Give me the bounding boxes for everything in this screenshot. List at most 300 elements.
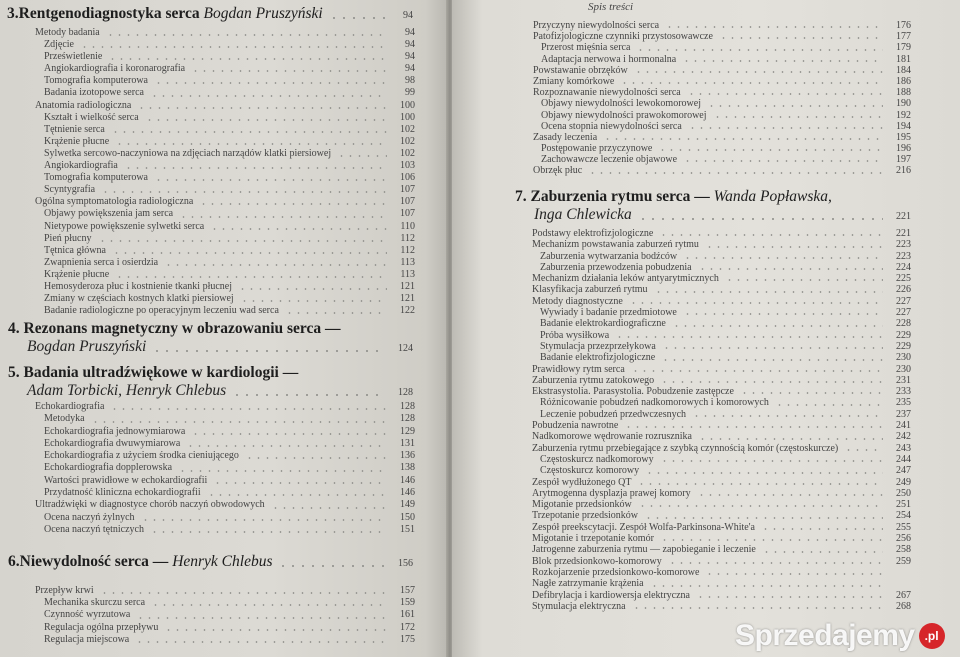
entry-page: 94 <box>405 39 415 51</box>
dot-leader <box>660 460 883 462</box>
entry-page: 157 <box>400 585 415 596</box>
toc-entry[interactable] <box>35 512 415 524</box>
chapter-title-text: Rezonans magnetyczny w obrazowaniu serca — <box>23 320 341 337</box>
chapter-title-text: Niewydolność serca — <box>19 553 169 570</box>
toc-entry[interactable] <box>532 567 911 578</box>
running-head: Spis treści <box>588 1 634 13</box>
dot-leader <box>178 470 387 472</box>
toc-entry[interactable] <box>35 281 415 293</box>
chapter-number: 7. <box>515 188 527 205</box>
entry-title: Leczenie pobudzeń przedwczesnych <box>540 408 687 420</box>
entry-title: Ocena stopnia niewydolności serca <box>541 120 682 132</box>
entry-title: Ogólna symptomatologia radiologiczna <box>35 196 194 208</box>
toc-entry[interactable] <box>35 196 415 208</box>
toc-entry[interactable] <box>35 245 415 257</box>
entry-title: Zachowawcze leczenie objawowe <box>541 154 678 166</box>
entry-page: 249 <box>896 476 911 488</box>
toc-entry[interactable] <box>35 39 415 51</box>
toc-entry[interactable] <box>532 431 911 442</box>
toc-entry[interactable] <box>532 601 911 612</box>
entry-title: Częstoskurcz komorowy <box>540 465 640 477</box>
toc-entry[interactable] <box>533 65 911 76</box>
entry-page: 243 <box>896 442 911 454</box>
entry-page: 100 <box>400 111 415 123</box>
entry-title: Powstawanie obrzęków <box>533 64 628 76</box>
entry-title: Jatrogenne zaburzenia rytmu — zapobieganie i leczenie <box>532 544 756 556</box>
entry-title: Tętnienie serca <box>44 123 105 135</box>
chapter-author: Henryk Chlebus <box>172 553 273 570</box>
entry-title: Mechanizm działania leków antyarytmicznych <box>532 273 719 285</box>
chapter-title <box>8 553 413 571</box>
toc-entry[interactable] <box>532 284 911 295</box>
entry-title: Pień płucny <box>44 232 92 244</box>
dot-leader <box>111 131 387 133</box>
entry-page: 259 <box>896 555 911 567</box>
toc-entry[interactable] <box>533 121 911 132</box>
entry-page: 196 <box>896 143 911 155</box>
toc-entry[interactable] <box>533 20 911 31</box>
chapter-title <box>515 188 911 206</box>
dot-leader <box>80 46 387 48</box>
toc-entry[interactable] <box>35 184 415 196</box>
toc-entries <box>532 228 911 612</box>
dot-leader <box>645 472 883 474</box>
entry-title: Wartości prawidłowe w echokardiografii <box>44 474 208 486</box>
toc-entry[interactable] <box>532 375 911 386</box>
toc-entry[interactable] <box>532 330 911 341</box>
entry-page: 176 <box>896 20 911 31</box>
toc-entry[interactable] <box>35 426 415 438</box>
toc-entry[interactable] <box>35 293 415 305</box>
toc-entries <box>533 20 911 177</box>
entry-page: 225 <box>896 273 911 285</box>
dot-leader <box>329 17 385 19</box>
toc-entry[interactable] <box>532 522 911 533</box>
entry-title: Rozkojarzenie przedsionkowo-komorowe <box>532 566 700 578</box>
entry-page: 177 <box>896 31 911 43</box>
entry-title: Mechanika skurczu serca <box>44 597 146 609</box>
entry-page: 138 <box>400 462 415 474</box>
entry-page: 267 <box>896 589 911 601</box>
entry-page: 184 <box>896 64 911 76</box>
toc-entry[interactable] <box>35 124 415 136</box>
entry-page: 146 <box>400 487 415 499</box>
toc-entry[interactable] <box>35 87 415 99</box>
dot-leader <box>91 421 387 423</box>
entry-title: Krążenie płucne <box>44 135 110 147</box>
entry-page: 216 <box>896 165 911 177</box>
entry-title: Tomografia komputerowa <box>44 172 148 184</box>
dot-leader <box>150 95 387 97</box>
dot-leader <box>207 494 387 496</box>
toc-entry[interactable] <box>532 273 911 284</box>
entry-page: 233 <box>896 386 911 398</box>
toc-entry[interactable] <box>532 239 911 250</box>
dot-leader <box>154 179 387 181</box>
toc-entry[interactable] <box>35 75 415 87</box>
dot-leader <box>707 105 883 107</box>
toc-entry[interactable] <box>35 438 415 450</box>
entry-title: Różnicowanie pobudzeń nadkomorowych i komorowych <box>540 397 769 409</box>
entry-title: Echokardiografia z użyciem środka cieniującego <box>44 450 239 462</box>
entry-title: Przyczyny niewydolności serca <box>533 20 660 31</box>
entry-title: Tętnica główna <box>44 244 106 256</box>
toc-entry[interactable] <box>35 208 415 220</box>
toc-entry[interactable] <box>532 386 911 397</box>
dot-leader <box>164 264 387 266</box>
entry-title: Zespół preekscytacji. Zespół Wolfa-Parkinsona-White'a <box>532 521 755 533</box>
dot-leader <box>199 203 387 205</box>
entry-title: Badanie elektrofizjologiczne <box>540 352 656 364</box>
entry-page: 121 <box>400 293 415 305</box>
entry-page: 131 <box>400 437 415 449</box>
toc-entry[interactable] <box>533 98 911 109</box>
entry-page: 146 <box>400 474 415 486</box>
toc-entry[interactable] <box>532 341 911 352</box>
entry-page: 227 <box>896 295 911 307</box>
toc-entry[interactable] <box>35 112 415 124</box>
dot-leader <box>624 426 883 428</box>
chapter-title-text: Rentgenodiagnostyka serca <box>18 5 200 22</box>
toc-entry[interactable] <box>35 136 415 148</box>
entry-title: Metody diagnostyczne <box>532 295 623 307</box>
dot-leader <box>683 160 883 162</box>
dot-leader <box>650 585 883 587</box>
entry-title: Prawidłowy rytm serca <box>532 363 625 375</box>
chapter-author: Bogdan Pruszyński <box>27 338 147 355</box>
entry-title: Obrzęk płuc <box>533 165 583 177</box>
toc-entry[interactable] <box>35 148 415 160</box>
dot-leader <box>844 449 883 451</box>
toc-entry[interactable] <box>533 87 911 98</box>
toc-entry[interactable] <box>532 465 911 476</box>
entry-title: Patofizjologiczne czynniki przystosowawcze <box>533 31 713 43</box>
toc-entry[interactable] <box>35 634 415 646</box>
entry-page: 195 <box>896 131 911 143</box>
entry-page: 235 <box>896 397 911 409</box>
entry-title: Objawy niewydolności prawokomorowej <box>541 109 707 121</box>
entry-title: Ultradźwięki w diagnostyce chorób naczyń obwodowych <box>35 499 265 511</box>
entry-title: Zmiany komórkowe <box>533 75 615 87</box>
dot-leader <box>631 370 883 372</box>
toc-entry[interactable] <box>532 477 911 488</box>
entry-page: 268 <box>896 600 911 612</box>
entry-title: Adaptacja nerwowa i hormonalna <box>541 53 677 65</box>
toc-entry[interactable] <box>35 172 415 184</box>
entry-page: 223 <box>896 239 911 251</box>
entry-page: 94 <box>405 51 415 63</box>
dot-leader <box>692 415 883 417</box>
toc-entry[interactable] <box>532 488 911 499</box>
entry-page: 181 <box>896 53 911 65</box>
dot-leader <box>629 302 883 304</box>
toc-entry[interactable] <box>533 165 911 176</box>
chapter-heading[interactable] <box>8 364 413 400</box>
dot-leader <box>719 37 883 39</box>
entry-page: 159 <box>400 597 415 609</box>
toc-entry[interactable] <box>532 409 911 420</box>
entry-title: Przerost mięśnia serca <box>541 42 631 54</box>
entry-page: 128 <box>400 413 415 425</box>
toc-entry[interactable] <box>35 63 415 75</box>
toc-entry[interactable] <box>533 154 911 165</box>
chapter-author: Adam Torbicki, Henryk Chlebus <box>27 382 227 399</box>
entry-page: 107 <box>400 208 415 220</box>
chapter-heading[interactable] <box>7 5 413 23</box>
entry-title: Echokardiografia jednowymiarowa <box>44 425 186 437</box>
toc-entry[interactable] <box>532 454 911 465</box>
entry-page: 221 <box>896 228 911 239</box>
dot-leader <box>698 268 883 270</box>
dot-leader <box>740 392 883 394</box>
toc-entry[interactable] <box>532 228 911 239</box>
chapter-author-line <box>8 338 413 356</box>
entry-page: 103 <box>400 160 415 172</box>
entry-title: Klasyfikacja zaburzeń rytmu <box>532 284 648 296</box>
dot-leader <box>186 445 387 447</box>
entry-title: Metodyka <box>44 413 85 425</box>
entry-page: 237 <box>896 408 911 420</box>
entry-title: Scyntygrafia <box>44 184 96 196</box>
entry-title: Przepływ krwi <box>35 585 94 596</box>
entry-title: Anatomia radiologiczna <box>35 99 132 111</box>
entry-title: Arytmogenna dysplazja prawej komory <box>532 487 691 499</box>
dot-leader <box>636 49 883 51</box>
toc-entry[interactable] <box>532 352 911 363</box>
toc-entry[interactable] <box>35 221 415 233</box>
toc-entry[interactable] <box>532 262 911 273</box>
entry-page: 175 <box>400 633 415 645</box>
entry-title: Zaburzenia wytwarzania bodźców <box>540 250 678 262</box>
dot-leader <box>713 116 883 118</box>
entry-page: 112 <box>400 232 415 244</box>
toc-entry[interactable] <box>35 475 415 487</box>
dot-leader <box>213 482 387 484</box>
dot-leader <box>588 172 883 174</box>
entry-title: Echokardiografia <box>35 401 105 412</box>
toc-entry[interactable] <box>35 401 415 413</box>
toc-entry[interactable] <box>35 305 415 317</box>
toc-entry[interactable] <box>532 590 911 601</box>
dot-leader <box>696 596 883 598</box>
dot-leader <box>145 119 387 121</box>
entry-title: Stymulacja przezprzełykowa <box>540 340 656 352</box>
entry-title: Blok przedsionkowo-komorowy <box>532 555 662 567</box>
dot-leader <box>154 82 387 84</box>
entry-page: 112 <box>400 244 415 256</box>
entry-title: Objawy niewydolności lewokomorowej <box>541 98 701 110</box>
entry-title: Zaburzenia przewodzenia pobudzenia <box>540 261 692 273</box>
chapter-page: 221 <box>896 211 911 222</box>
chapter-number: 4. <box>8 320 20 337</box>
entry-title: Migotanie przedsionków <box>532 499 632 511</box>
toc-entry[interactable] <box>533 110 911 121</box>
dot-leader <box>245 457 387 459</box>
dot-leader <box>98 240 388 242</box>
dot-leader <box>106 34 387 36</box>
entry-title: Ocena naczyń tętniczych <box>44 523 144 535</box>
entry-page: 250 <box>896 487 911 499</box>
toc-entry[interactable] <box>35 257 415 269</box>
entry-title: Zdjęcie <box>44 39 74 51</box>
entry-title: Migotanie i trzepotanie komór <box>532 533 654 545</box>
toc-entry[interactable] <box>35 160 415 172</box>
toc-entry[interactable] <box>35 597 415 609</box>
dot-leader <box>672 325 883 327</box>
toc-entry[interactable] <box>532 544 911 555</box>
chapter-title <box>8 320 413 338</box>
chapter-title <box>8 364 413 382</box>
entry-title: Próba wysiłkowa <box>540 329 610 341</box>
entry-page: 129 <box>400 425 415 437</box>
entry-page: 241 <box>896 420 911 432</box>
toc-entry[interactable] <box>532 556 911 567</box>
entry-page: 244 <box>896 453 911 465</box>
dot-leader <box>191 70 387 72</box>
dot-leader <box>698 438 883 440</box>
entry-title: Czynność wyrzutowa <box>44 609 131 621</box>
entry-title: Zasady leczenia <box>533 131 598 143</box>
toc-entry[interactable] <box>532 307 911 318</box>
dot-leader <box>115 143 387 145</box>
toc-entry[interactable] <box>532 510 911 521</box>
entry-page: 227 <box>896 307 911 319</box>
toc-entry[interactable] <box>35 487 415 499</box>
entry-title: Angiokardiografia i koronarografia <box>44 63 186 75</box>
dot-leader <box>110 408 387 410</box>
dot-leader <box>654 291 883 293</box>
toc-entry[interactable] <box>533 76 911 87</box>
entry-title: Wywiady i badanie przedmiotowe <box>540 307 677 319</box>
entry-title: Przydatność kliniczna echokardiografii <box>44 487 201 499</box>
entry-title: Nagłe zatrzymanie krążenia <box>532 578 644 590</box>
dot-leader <box>191 433 387 435</box>
toc-entry[interactable] <box>35 622 415 634</box>
toc-entry[interactable] <box>35 585 415 597</box>
toc-entry[interactable] <box>35 27 415 39</box>
toc-entry[interactable] <box>35 100 415 112</box>
chapter-heading[interactable] <box>8 553 413 571</box>
dot-leader <box>658 149 883 151</box>
entry-page: 230 <box>896 363 911 375</box>
entry-page: 229 <box>896 340 911 352</box>
toc-entry[interactable] <box>533 54 911 65</box>
dot-leader <box>762 551 883 553</box>
entry-page: 224 <box>896 261 911 273</box>
toc-entry[interactable] <box>533 42 911 53</box>
toc-entry[interactable] <box>532 533 911 544</box>
toc-entry[interactable] <box>35 462 415 474</box>
entry-page: 149 <box>400 499 415 511</box>
dot-leader <box>725 279 883 281</box>
toc-entry[interactable] <box>35 524 415 536</box>
entry-page: 113 <box>400 256 415 268</box>
toc-entry[interactable] <box>532 318 911 329</box>
toc-entry[interactable] <box>533 31 911 42</box>
toc-entry[interactable] <box>35 233 415 245</box>
entry-page: 136 <box>400 450 415 462</box>
toc-entry[interactable] <box>532 296 911 307</box>
watermark <box>735 620 945 652</box>
dot-leader <box>665 26 883 28</box>
dot-leader <box>687 93 883 95</box>
dot-leader <box>285 312 387 314</box>
entry-page: 128 <box>400 401 415 412</box>
dot-leader <box>210 228 387 230</box>
dot-leader <box>637 483 883 485</box>
dot-leader <box>634 71 883 73</box>
entry-page: 251 <box>896 499 911 511</box>
entry-page: 121 <box>400 280 415 292</box>
toc-entry[interactable] <box>532 578 911 589</box>
dot-leader <box>682 60 883 62</box>
toc-entry[interactable] <box>35 609 415 621</box>
toc-entry[interactable] <box>532 251 911 262</box>
entry-page: 256 <box>896 533 911 545</box>
entry-title: Defibrylacja i kardiowersja elektryczna <box>532 589 690 601</box>
chapter-number: 3. <box>7 5 19 22</box>
entry-page: 107 <box>400 196 415 208</box>
chapter-title-text: Zaburzenia rytmu serca — <box>530 188 710 205</box>
dot-leader <box>137 107 387 109</box>
entry-title: Postępowanie przyczynowe <box>541 143 653 155</box>
toc-entry[interactable] <box>533 132 911 143</box>
dot-leader <box>705 573 883 575</box>
chapter-heading[interactable] <box>515 188 911 224</box>
dot-leader <box>638 505 883 507</box>
dot-leader <box>697 494 883 496</box>
dot-leader <box>238 288 387 290</box>
chapter-author: Inga Chlewicka <box>534 206 632 223</box>
dot-leader <box>661 359 883 361</box>
toc-entry[interactable] <box>35 269 415 281</box>
toc-entries <box>35 401 415 536</box>
toc-entry[interactable] <box>532 397 911 408</box>
entry-title: Zmiany w częściach kostnych klatki piersiowej <box>44 293 234 305</box>
dot-leader <box>775 404 883 406</box>
entry-page: 229 <box>896 329 911 341</box>
entry-page: 150 <box>400 511 415 523</box>
entry-page: 188 <box>896 87 911 99</box>
toc-entry[interactable] <box>532 420 911 431</box>
entry-page: 255 <box>896 521 911 533</box>
toc-entry[interactable] <box>35 450 415 462</box>
toc-entry[interactable] <box>532 364 911 375</box>
dot-leader <box>705 246 883 248</box>
entry-page: 94 <box>405 27 415 38</box>
dot-leader <box>108 58 387 60</box>
dot-leader <box>115 276 387 278</box>
entry-page: 161 <box>400 609 415 621</box>
toc-entry[interactable] <box>532 443 911 454</box>
entry-page: 226 <box>896 284 911 296</box>
entry-title: Hemosyderoza płuc i kostnienie tkanki płucnej <box>44 280 233 292</box>
entry-title: Echokardiografia dwuwymiarowa <box>44 437 181 449</box>
chapter-author-1: Wanda Popławska, <box>713 188 832 205</box>
entry-title: Zaburzenia rytmu przebiegające z szybką czynnością komór (częstoskurcze) <box>532 442 839 454</box>
chapter-heading[interactable] <box>8 320 413 356</box>
toc-entry[interactable] <box>35 413 415 425</box>
toc-entry[interactable] <box>533 143 911 154</box>
toc-entry[interactable] <box>532 499 911 510</box>
toc-entry[interactable] <box>35 51 415 63</box>
dot-leader <box>660 539 883 541</box>
dot-leader <box>124 167 387 169</box>
entry-title: Nadkomorowe wędrowanie rozrusznika <box>532 431 692 443</box>
toc-entry[interactable] <box>35 499 415 511</box>
entry-page: 197 <box>896 154 911 166</box>
dot-leader <box>151 604 387 606</box>
